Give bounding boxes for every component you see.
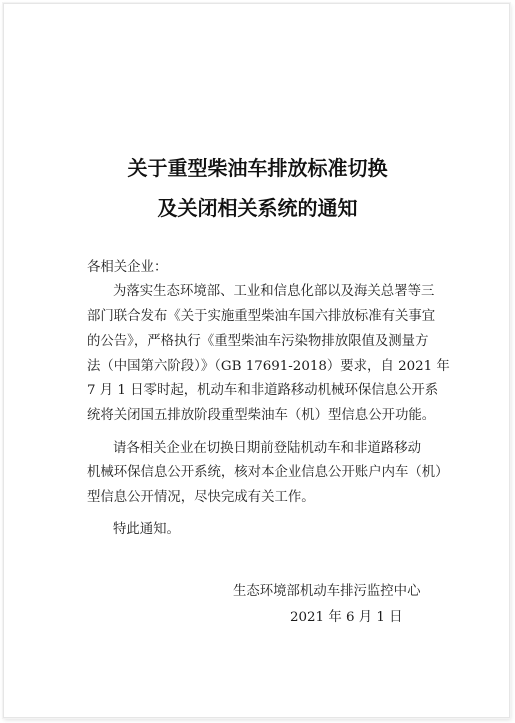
- signature-date: 2021 年 6 月 1 日: [290, 610, 403, 625]
- paragraph-1-line: 为落实生态环境部、工业和信息化部以及海关总署等三: [113, 284, 435, 299]
- paragraph-2-line: 机械环保信息公开系统，核对本企业信息公开账户内车（机）: [87, 465, 449, 480]
- paragraph-1-line: 部门联合发布《关于实施重型柴油车国六排放标准有关事宜: [87, 309, 436, 324]
- salutation: 各相关企业：: [87, 260, 168, 275]
- paragraph-2-line: 型信息公开情况，尽快完成有关工作。: [87, 490, 315, 505]
- closing: 特此通知。: [113, 522, 180, 537]
- paragraph-1-line: 的公告》，严格执行《重型柴油车污染物排放限值及测量方: [87, 334, 429, 349]
- paragraph-1-line: 统将关闭国五排放阶段重型柴油车（机）型信息公开功能。: [87, 408, 436, 423]
- document-title-line-1: 关于重型柴油车排放标准切换: [127, 156, 388, 180]
- document-page: [3, 3, 510, 718]
- signature-organization: 生态环境部机动车排污监控中心: [233, 584, 421, 599]
- document-title-line-2: 及关闭相关系统的通知: [157, 196, 358, 220]
- paragraph-1-line: 法（中国第六阶段）》（GB 17691-2018）要求，自 2021 年: [87, 359, 450, 374]
- paragraph-1-line: 7 月 1 日零时起，机动车和非道路移动机械环保信息公开系: [87, 383, 439, 398]
- paragraph-2-line: 请各相关企业在切换日期前登陆机动车和非道路移动: [113, 441, 421, 456]
